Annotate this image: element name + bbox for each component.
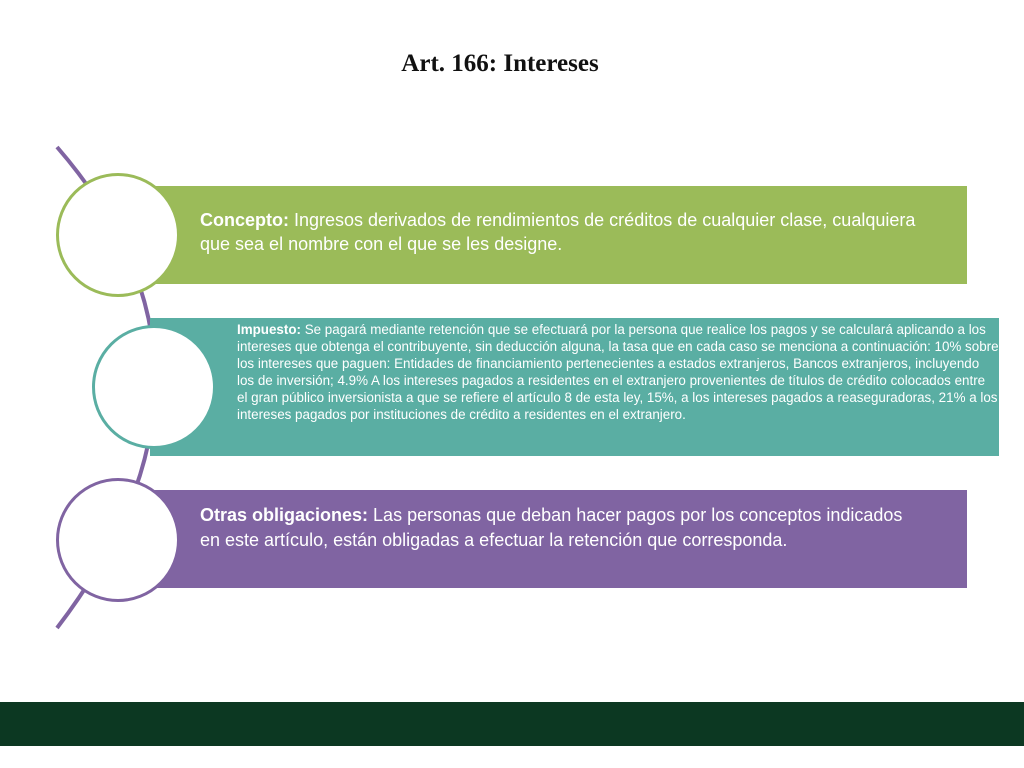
slide-title: Art. 166: Intereses — [401, 50, 599, 77]
tax-band — [150, 318, 999, 456]
footer-bar — [0, 702, 1024, 746]
obligations-heading: Otras obligaciones: — [200, 505, 369, 525]
tax-heading: Impuesto: — [237, 322, 301, 337]
concept-heading: Concepto: — [200, 210, 289, 230]
concept-text: Ingresos derivados de rendimientos de créditos de cualquier clase, cualquiera que sea el nombre con el que se les designe. — [200, 210, 916, 254]
obligations-text: Las personas que deban hacer pagos por los conceptos indicados en este artículo, están obligadas a efectuar la retención que corresponda. — [200, 505, 903, 550]
obligations-circle — [56, 478, 180, 602]
obligations-band — [150, 490, 967, 588]
concept-circle — [56, 173, 180, 297]
tax-circle — [92, 325, 216, 449]
tax-text: Se pagará mediante retención que se efectuará por la persona que realice los pagos y se calculará aplicando a los intereses que obtenga el contribuyente, sin deducción alguna, la tasa que en cada caso se menciona a continuación: 10% sobre los intereses que paguen: Entidades de financiamiento pertenecientes a estados extranjeros, Bancos extranjeros, incluyendo los de inversión; 4.9% A los intereses pagados a residentes en el extranjero provenientes de títulos de crédito colocados entre el gran público inversionista a que se refiere el artículo 8 de esta ley, 15%, a los intereses pagados a reaseguradoras, 21% a los intereses pagados por instituciones de crédito a residentes en el extranjero. — [237, 322, 999, 422]
concept-band — [150, 186, 967, 284]
